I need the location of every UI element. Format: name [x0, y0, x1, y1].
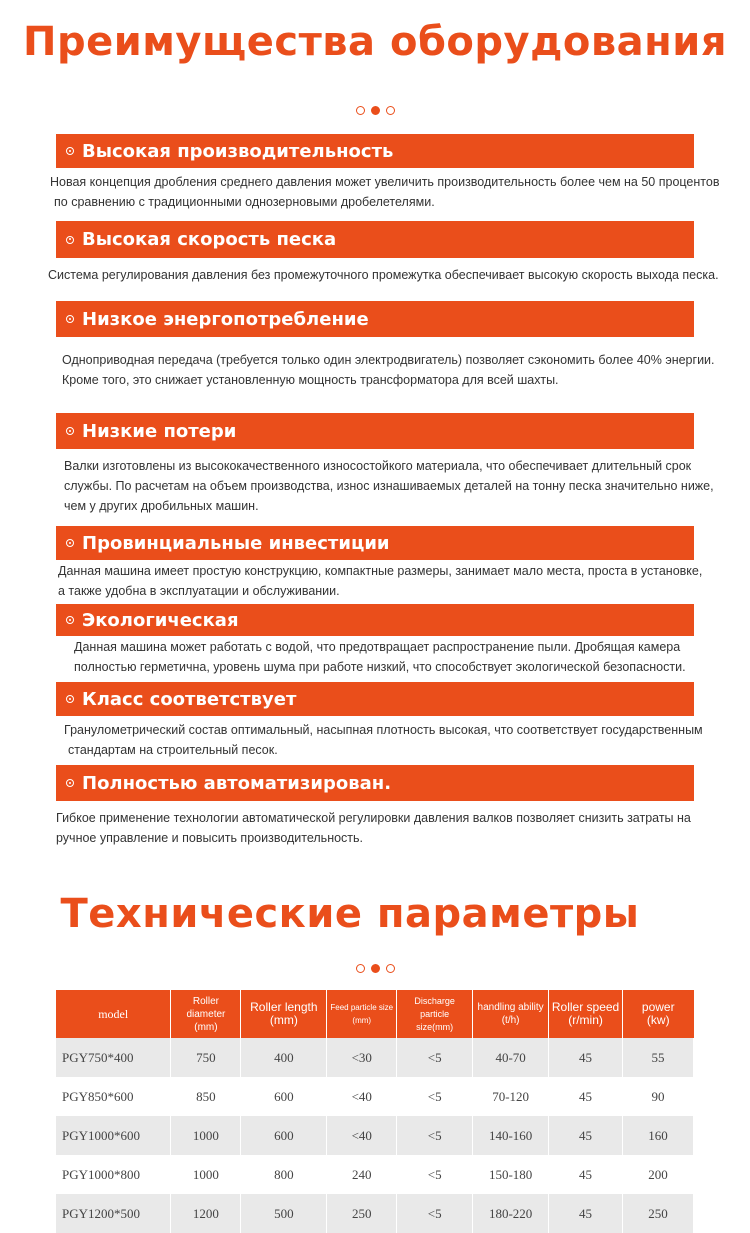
- table-cell: PGY1000*600: [56, 1116, 171, 1155]
- table-cell: 160: [623, 1116, 694, 1155]
- table-cell: 850: [171, 1077, 241, 1116]
- description-line: чем у других дробильных машин.: [64, 499, 259, 513]
- table-cell: 55: [623, 1038, 694, 1077]
- table-header-cell: Discharge particle size(mm): [397, 990, 473, 1038]
- table-cell: 200: [623, 1155, 694, 1194]
- carousel-dot-icon[interactable]: [386, 964, 395, 973]
- table-cell: PGY850*600: [56, 1077, 171, 1116]
- table-cell: 240: [327, 1155, 397, 1194]
- carousel-dot-icon[interactable]: [356, 964, 365, 973]
- advantage-heading: [56, 682, 694, 716]
- table-header-row: [56, 990, 694, 1038]
- description-line: Кроме того, это снижает установленную мощность трансформатора для всей шахты.: [62, 373, 559, 387]
- advantage-heading: [56, 413, 694, 449]
- advantage-heading: [56, 526, 694, 560]
- advantage-heading: [56, 221, 694, 258]
- table-cell: 90: [623, 1077, 694, 1116]
- table-header-cell: Feed particle size (mm): [327, 990, 397, 1038]
- table-cell: PGY1000*800: [56, 1155, 171, 1194]
- table-header-cell: power (kw): [623, 990, 694, 1038]
- table-cell: 250: [623, 1194, 694, 1233]
- ring-bullet-icon: [66, 779, 74, 787]
- ring-bullet-icon: [66, 147, 74, 155]
- specs-title: Технические параметры: [60, 891, 640, 937]
- table-cell: PGY1200*500: [56, 1194, 171, 1233]
- advantage-description: [48, 265, 719, 285]
- advantage-heading-label: Высокая производительность: [82, 140, 394, 162]
- table-row: [56, 1194, 694, 1233]
- table-cell: 40-70: [473, 1038, 549, 1077]
- advantage-heading-label: Класс соответствует: [82, 688, 297, 710]
- carousel-dots[interactable]: [0, 964, 750, 973]
- table-cell: <5: [397, 1155, 473, 1194]
- advantage-description: [62, 350, 715, 390]
- ring-bullet-icon: [66, 236, 74, 244]
- table-cell: 45: [549, 1116, 623, 1155]
- advantage-heading-label: Экологическая: [82, 609, 239, 631]
- table-cell: 600: [241, 1116, 327, 1155]
- table-cell: 45: [549, 1038, 623, 1077]
- table-cell: 70-120: [473, 1077, 549, 1116]
- table-cell: 140-160: [473, 1116, 549, 1155]
- table-cell: 400: [241, 1038, 327, 1077]
- table-header-cell: Roller speed (r/min): [549, 990, 623, 1038]
- advantage-heading: [56, 301, 694, 337]
- advantage-description: [58, 561, 702, 601]
- ring-bullet-icon: [66, 616, 74, 624]
- table-cell: <5: [397, 1194, 473, 1233]
- description-line: Новая концепция дробления среднего давления может увеличить производительность более чем на 50 процентов: [50, 175, 720, 189]
- ring-bullet-icon: [66, 427, 74, 435]
- table-cell: <5: [397, 1116, 473, 1155]
- ring-bullet-icon: [66, 315, 74, 323]
- table-header-cell: model: [56, 990, 171, 1038]
- description-line: полностью герметична, уровень шума при работе низкий, что способствует экологической безопасности.: [74, 660, 686, 674]
- description-line: Данная машина имеет простую конструкцию, компактные размеры, занимает мало места, проста в установке,: [58, 564, 703, 578]
- table-cell: <5: [397, 1038, 473, 1077]
- table-cell: 750: [171, 1038, 241, 1077]
- advantage-description: [64, 456, 714, 516]
- carousel-dot-icon[interactable]: [371, 106, 380, 115]
- description-line: Данная машина может работать с водой, что предотвращает распространение пыли. Дробящая камера: [74, 640, 681, 654]
- description-line: Система регулирования давления без промежуточного промежутка обеспечивает высокую скорость выхода песка.: [48, 268, 719, 282]
- advantage-heading-label: Низкое энергопотребление: [82, 308, 369, 330]
- specs-table: [56, 990, 694, 1233]
- carousel-dots[interactable]: [0, 106, 750, 115]
- description-line: Одноприводная передача (требуется только один электродвигатель) позволяет сэкономить более 40% энергии.: [62, 353, 715, 367]
- table-cell: 180-220: [473, 1194, 549, 1233]
- advantage-heading: [56, 604, 694, 636]
- table-cell: 250: [327, 1194, 397, 1233]
- table-cell: 500: [241, 1194, 327, 1233]
- carousel-dot-icon[interactable]: [371, 964, 380, 973]
- table-cell: 45: [549, 1194, 623, 1233]
- table-row: [56, 1038, 694, 1077]
- table-cell: 1200: [171, 1194, 241, 1233]
- table-row: [56, 1077, 694, 1116]
- advantage-description: [64, 720, 703, 760]
- description-line: службы. По расчетам на объем производства, износ изнашиваемых деталей на тонну песка значительно ниже,: [64, 479, 714, 493]
- table-cell: 1000: [171, 1155, 241, 1194]
- advantages-title: Преимущества оборудования: [22, 19, 728, 65]
- table-cell: 600: [241, 1077, 327, 1116]
- table-cell: <30: [327, 1038, 397, 1077]
- advantage-heading: [56, 765, 694, 801]
- description-line: Гранулометрический состав оптимальный, насыпная плотность высокая, что соответствует государственным: [64, 723, 703, 737]
- table-cell: PGY750*400: [56, 1038, 171, 1077]
- carousel-dot-icon[interactable]: [386, 106, 395, 115]
- advantage-heading-label: Высокая скорость песка: [82, 229, 337, 250]
- table-cell: 800: [241, 1155, 327, 1194]
- advantage-heading-label: Провинциальные инвестиции: [82, 532, 390, 554]
- table-cell: <40: [327, 1116, 397, 1155]
- advantage-heading: [56, 134, 694, 168]
- description-line: Валки изготовлены из высококачественного износостойкого материала, что обеспечивает длительный срок: [64, 459, 692, 473]
- advantage-description: [56, 808, 691, 848]
- description-line: стандартам на строительный песок.: [68, 743, 278, 757]
- advantage-heading-label: Полностью автоматизирован.: [82, 772, 392, 794]
- table-cell: 45: [549, 1077, 623, 1116]
- carousel-dot-icon[interactable]: [356, 106, 365, 115]
- table-header-cell: Roller diameter (mm): [171, 990, 241, 1038]
- advantage-description: [74, 637, 686, 677]
- description-line: Гибкое применение технологии автоматической регулировки давления валков позволяет снизить затраты на: [56, 811, 691, 825]
- table-cell: <5: [397, 1077, 473, 1116]
- ring-bullet-icon: [66, 539, 74, 547]
- table-cell: 150-180: [473, 1155, 549, 1194]
- advantage-description: [50, 172, 719, 212]
- ring-bullet-icon: [66, 695, 74, 703]
- table-cell: <40: [327, 1077, 397, 1116]
- table-cell: 45: [549, 1155, 623, 1194]
- table-row: [56, 1116, 694, 1155]
- description-line: а также удобна в эксплуатации и обслуживании.: [58, 584, 340, 598]
- table-header-cell: Roller length (mm): [241, 990, 327, 1038]
- description-line: по сравнению с традиционными однозерновыми дробелетелями.: [54, 195, 435, 209]
- description-line: ручное управление и повысить производительность.: [56, 831, 364, 845]
- advantage-heading-label: Низкие потери: [82, 420, 237, 442]
- table-cell: 1000: [171, 1116, 241, 1155]
- table-row: [56, 1155, 694, 1194]
- table-header-cell: handling ability (t/h): [473, 990, 549, 1038]
